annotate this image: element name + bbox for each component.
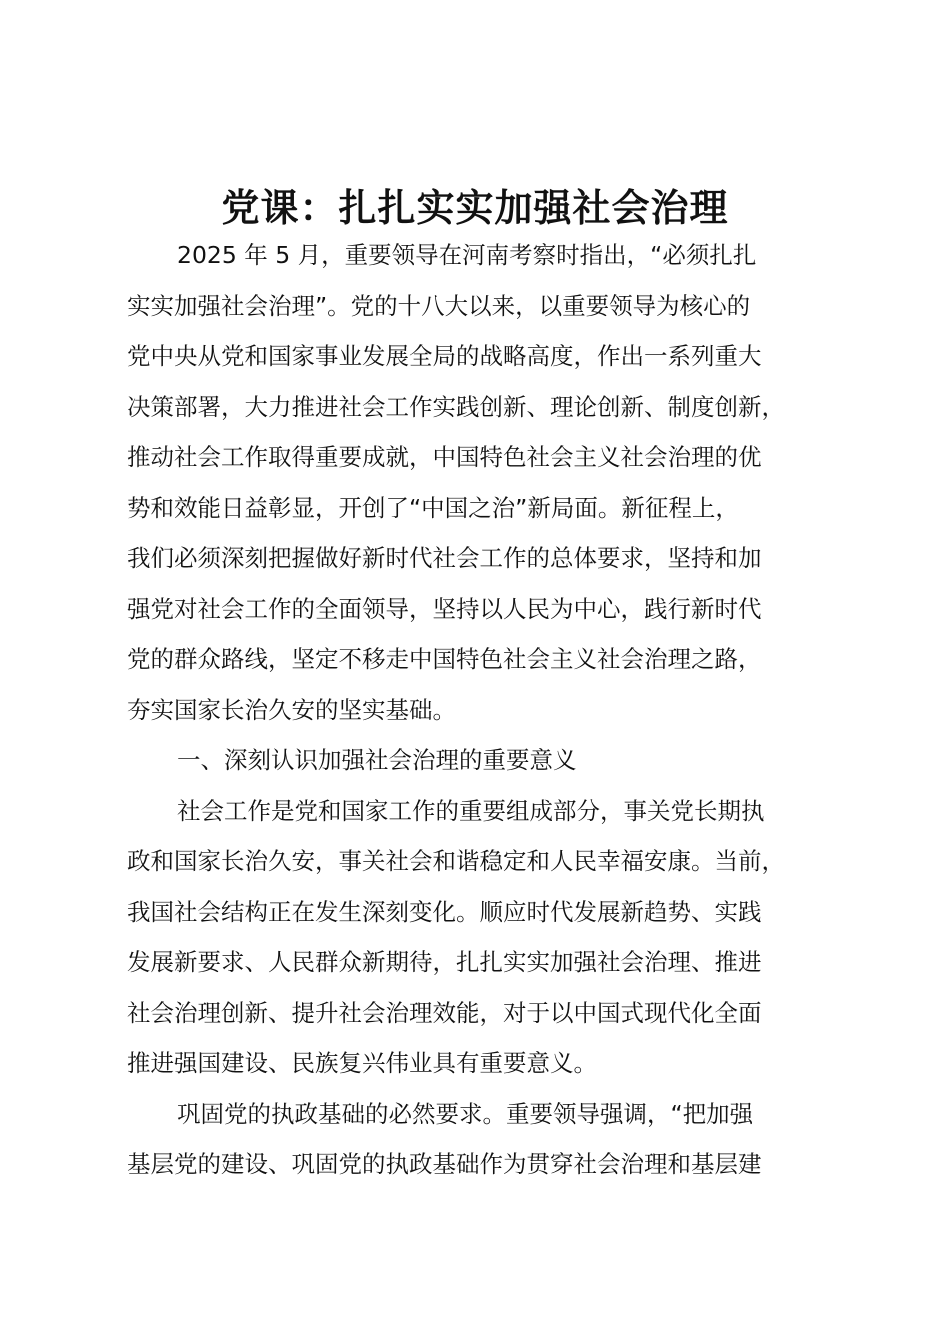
text-line: 推动社会工作取得重要成就，中国特色社会主义社会治理的优 [127,443,762,471]
text-line: 实实加强社会治理”。党的十八大以来，以重要领导为核心的 [127,291,751,320]
text-line: 我们必须深刻把握做好新时代社会工作的总体要求，坚持和加 [127,544,762,572]
text-line: 夯实国家长治久安的坚实基础。 [127,695,456,724]
text-line: 势和效能日益彰显，开创了“中国之治”新局面。新征程上， [127,493,739,522]
text-line: 推进强国建设、民族复兴伟业具有重要意义。 [127,1049,597,1077]
paragraph-section-one [127,786,827,1089]
section-heading-text: 一、深刻认识加强社会治理的重要意义 [177,746,577,774]
text-line: 社会治理创新、提升社会治理效能，对于以中国式现代化全面 [127,998,762,1027]
text-line: 社会工作是党和国家工作的重要组成部分，事关党长期执 [177,796,765,825]
text-line: 党中央从党和国家事业发展全局的战略高度，作出一系列重大 [127,342,762,370]
paragraph-intro [127,230,827,735]
text-line: 强党对社会工作的全面领导，坚持以人民为中心，践行新时代 [127,594,762,623]
text-line: 政和国家长治久安，事关社会和谐稳定和人民幸福安康。当前， [127,847,785,875]
text-line: 决策部署，大力推进社会工作实践创新、理论创新、制度创新， [127,392,785,421]
text-line: 发展新要求、人民群众新期待，扎扎实实加强社会治理、推进 [127,948,762,976]
text-line: 我国社会结构正在发生深刻变化。顺应时代发展新趋势、实践 [127,897,762,926]
text-line: 2025 年 5 月，重要领导在河南考察时指出，“必须扎扎 [177,241,757,269]
text-line: 党的群众路线，坚定不移走中国特色社会主义社会治理之路， [127,645,762,673]
text-line: 巩固党的执政基础的必然要求。重要领导强调，“把加强 [177,1099,754,1128]
text-line: 基层党的建设、巩固党的执政基础作为贯穿社会治理和基层建 [127,1150,762,1178]
paragraph-foundation [127,1089,827,1190]
document-title: 党课：扎扎实实加强社会治理 [221,186,729,230]
section-heading [127,735,827,786]
document-body [127,230,827,1190]
